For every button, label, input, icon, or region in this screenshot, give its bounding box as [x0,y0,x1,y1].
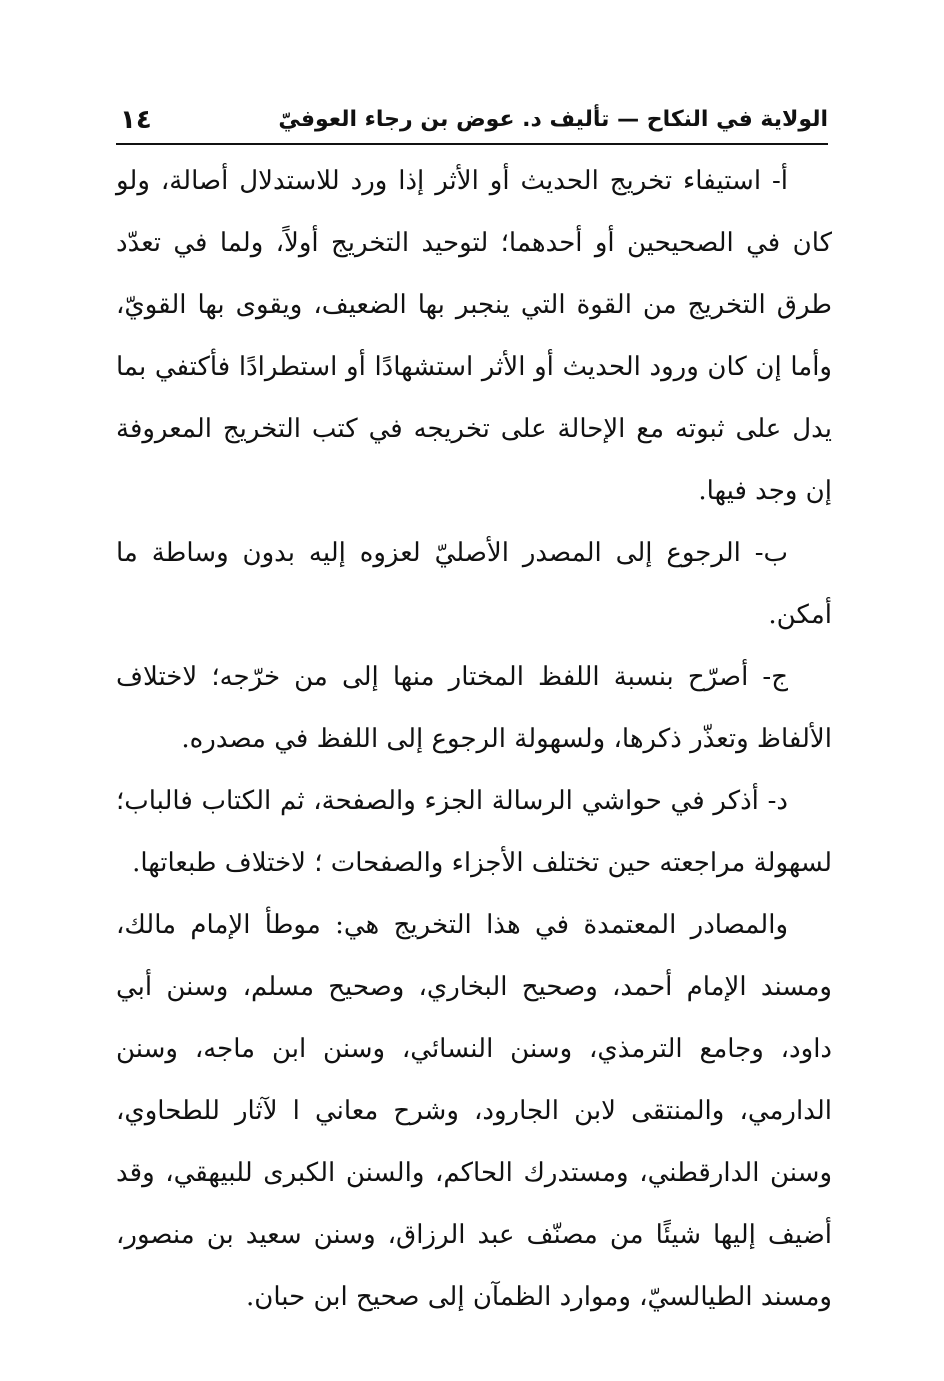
paragraph-sources: والمصادر المعتمدة في هذا التخريج هي: موطأ الإمام مالك، ومسند الإمام أحمد، وصحيح البخاري، وصحيح مسلم، وسنن أبي داود، وجامع الترمذي، وسنن النسائي، وسنن ابن ماجه، وسنن الدارمي، والمنتقى لابن الجارود، وشرح معاني ا لآثار للطحاوي، وسنن الدارقطني، ومستدرك الحاكم، والسنن الكبرى للبيهقي، وقد أضيف إليها شيئًا من مصنّف عبد الرزاق، وسنن سعيد بن منصور، ومسند الطيالسيّ، وموارد الظمآن إلى صحيح ابن حبان. [116,910,832,1312]
paragraph-b: ب- الرجوع إلى المصدر الأصليّ لعزوه إليه بدون وساطة ما أمكن. [116,538,832,630]
paragraph-d: د- أذكر في حواشي الرسالة الجزء والصفحة، ثم الكتاب فالباب؛ لسهولة مراجعته حين تختلف الأجزاء والصفحات ؛ لاختلاف طبعاتها. [116,786,832,878]
page-number: ١٤ [120,105,152,135]
paragraph-a: أ- استيفاء تخريج الحديث أو الأثر إذا ورد للاستدلال أصالة، ولو كان في الصحيحين أو أحدهما؛ لتوحيد التخريج أولاً، ولما في تعدّد طرق التخريج من القوة التي ينجبر بها الضعيف، ويقوى بها القويّ، وأما إن كان ورود الحديث أو الأثر استشهادًا أو استطرادًا فأكتفي بما يدل على ثبوته مع الإحالة على تخريجه في كتب التخريج المعروفة إن وجد فيها. [116,166,832,506]
header-title: الولاية في النكاح — تأليف د. عوض بن رجاء العوفيّ [278,107,828,132]
body-text [116,150,832,1328]
running-header [116,103,828,145]
paragraph-c: ج- أصرّح بنسبة اللفظ المختار منها إلى من خرّجه؛ لاختلاف الألفاظ وتعذّر ذكرها، ولسهولة الرجوع إلى اللفظ في مصدره. [116,662,832,754]
